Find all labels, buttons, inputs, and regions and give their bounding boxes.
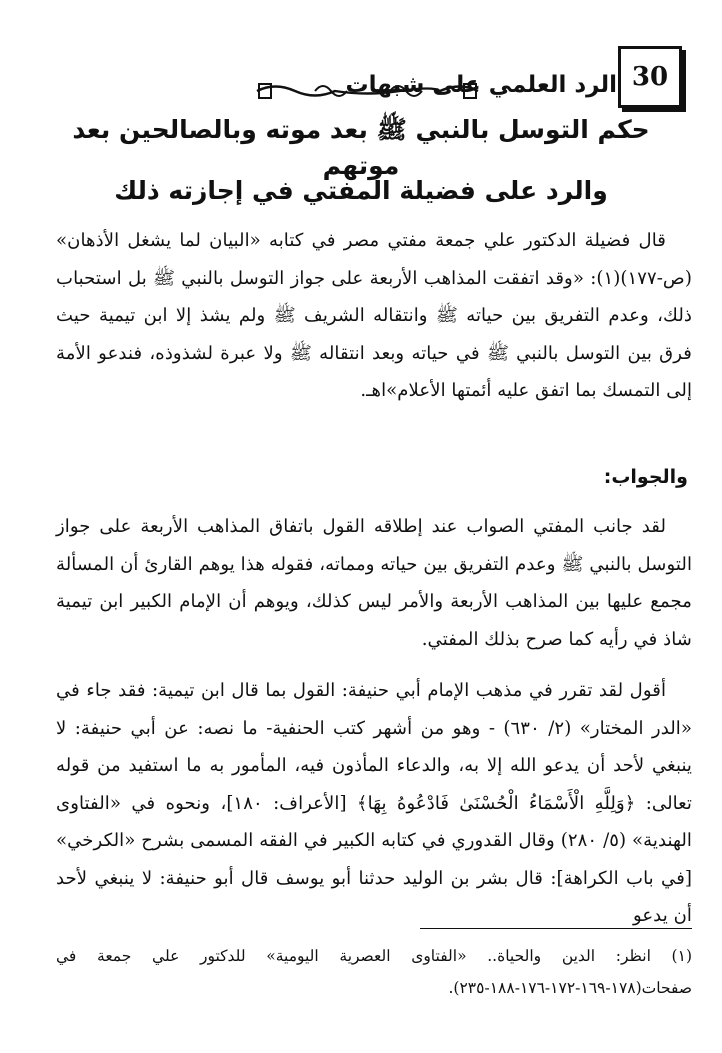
footnote-text: (١) انظر: الدين والحياة.. «الفتاوى العصرية اليومية» للدكتور علي جمعة في صفحات(١٧٨-١٦٩-١٧٢-١٧٦-١٨٨-٢٣٥). [56,947,692,997]
book-title: الرد العلمي على شبهات [345,72,617,98]
paragraph-2-text: لقد جانب المفتي الصواب عند إطلاقه القول باتفاق المذاهب الأربعة على جواز التوسل بالنبي ﷺ وعدم التفريق بين حياته ومماته، فقوله هذا يوهم القارئ أن المسألة مجمع عليها بين المذاهب الأربعة والأمر ليس كذلك، ويوهم أن الإمام الكبير ابن تيمية شاذ في رأيه كما صرح بذلك المفتي. [56,516,692,650]
answer-heading: والجواب: [603,466,688,488]
chapter-title-line-2: والرد على فضيلة المفتي في إجازته ذلك [114,176,608,205]
chapter-title-line-1: حكم التوسل بالنبي ﷺ بعد موته وبالصالحين بعد موتهم [72,115,650,180]
page-number: 30 [618,46,682,108]
footnote [56,940,692,1004]
paragraph-quote [56,222,692,410]
paragraph-hanafi [56,672,692,935]
footnote-divider [420,928,692,929]
paragraph-answer [56,508,692,658]
paragraph-3-text: أقول لقد تقرر في مذهب الإمام أبي حنيفة: القول بما قال ابن تيمية: فقد جاء في «الدر المختار» (٢/ ٦٣٠) - وهو من أشهر كتب الحنفية- ما نصه: عن أبي حنيفة: لا ينبغي لأحد أن يدعو الله إلا به، والدعاء المأذون فيه، المأمور به ما استفيد من قوله تعالى: ﴿وَلِلَّهِ الْأَسْمَاءُ الْحُسْنَىٰ فَادْعُوهُ بِهَا﴾ [الأعراف: ١٨٠]، ونحوه في «الفتاوى الهندية» (٥/ ٢٨٠) وقال القدوري في كتابه الكبير في الفقه المسمى بشرح «الكرخي» [في باب الكراهة]: قال بشر بن الوليد حدثنا أبو يوسف قال أبو حنيفة: لا ينبغي لأحد أن يدعو [56,680,692,926]
calligraphic-ornament-icon [255,80,480,102]
paragraph-1-text: قال فضيلة الدكتور علي جمعة مفتي مصر في كتابه «البيان لما يشغل الأذهان» (ص-١٧٧)(١): «وقد اتفقت المذاهب الأربعة على جواز التوسل بالنبي ﷺ بل استحباب ذلك، وعدم التفريق بين حياته ﷺ وانتقاله الشريف ﷺ ولم يشذ إلا ابن تيمية حيث فرق بين التوسل بالنبي ﷺ في حياته وبعد انتقاله ﷺ ولا عبرة لشذوذه، فندعو الأمة إلى التمسك بما اتفق عليه أئمتها الأعلام»اهـ. [56,230,692,401]
running-header [50,70,617,110]
